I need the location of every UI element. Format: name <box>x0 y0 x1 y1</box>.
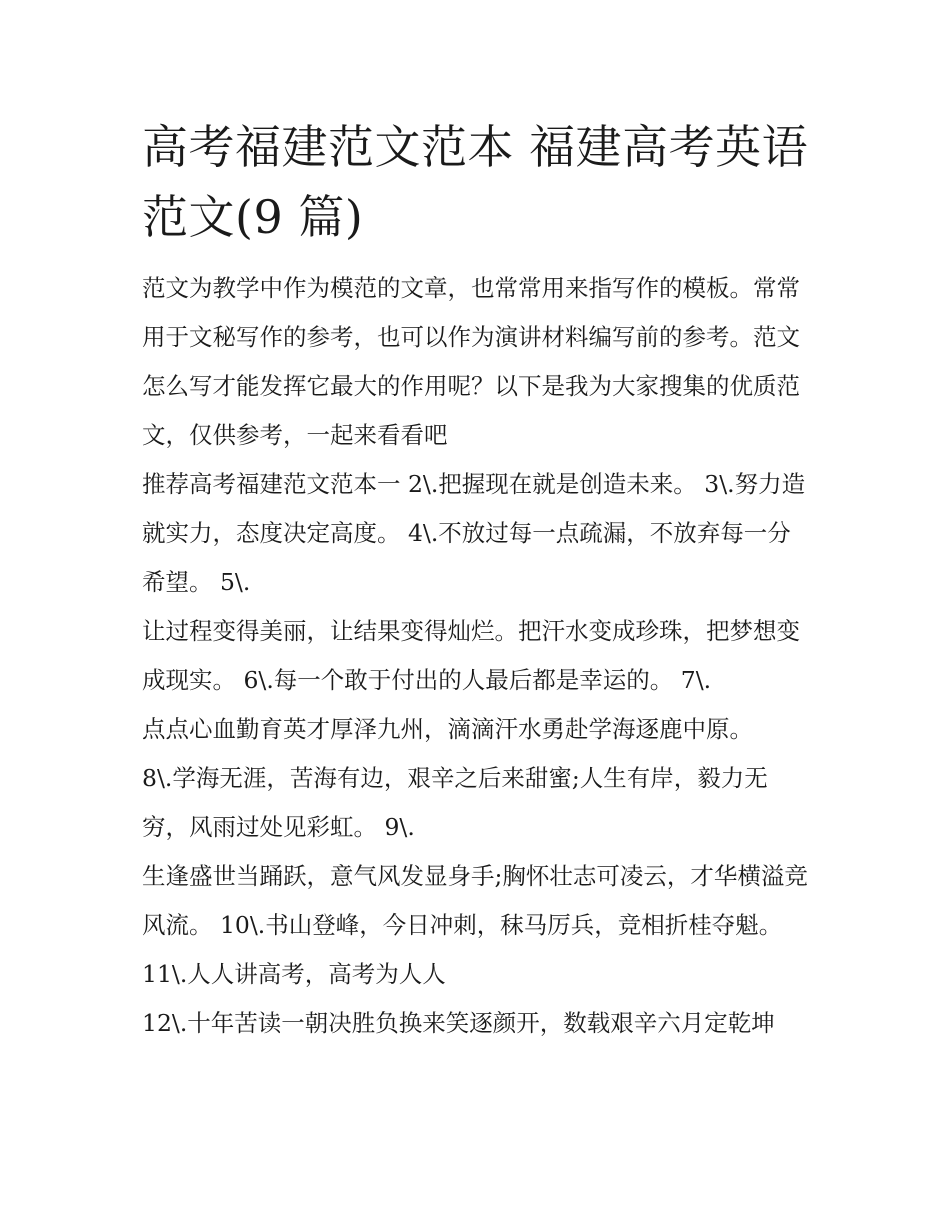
document-body <box>142 112 814 1048</box>
paragraph-prosperous-age: 生逢盛世当踊跃，意气风发显身手;胸怀壮志可凌云，才华横溢竞风流。 10\.书山登峰，今日冲刺，秣马厉兵，竞相折桂夺魁。 11\.人人讲高考，高考为人人 <box>142 862 808 988</box>
intro-paragraph: 范文为教学中作为模范的文章，也常常用来指写作的模板。常常用于文秘写作的参考，也可以作为演讲材料编写前的参考。范文怎么写才能发挥它最大的作用呢？以下是我为大家搜集的优质范文，仅供参考，一起来看看吧 <box>142 274 800 449</box>
paragraph-heart-blood: 点点心血勤育英才厚泽九州，滴滴汗水勇赴学海逐鹿中原。 <box>142 715 753 743</box>
paragraph-beautiful-process: 让过程变得美丽，让结果变得灿烂。把汗水变成珍珠，把梦想变成现实。 6\.每一个敢于付出的人最后都是幸运的。 7\. <box>142 617 800 694</box>
document-title: 高考福建范文范本 福建高考英语范文(9 篇) <box>142 120 809 244</box>
paragraph-sea-of-learning: 8\.学海无涯，苦海有边，艰辛之后来甜蜜;人生有岸，毅力无穷，风雨过处见彩虹。 9\. <box>142 764 768 841</box>
paragraph-ten-years: 12\.十年苦读一朝决胜负换来笑逐颜开，数载艰辛六月定乾坤 <box>142 1009 775 1037</box>
paragraph-recommend: 推荐高考福建范文范本一 2\.把握现在就是创造未来。 3\.努力造就实力，态度决定高度。 4\.不放过每一点疏漏，不放弃每一分希望。 5\. <box>142 470 806 596</box>
